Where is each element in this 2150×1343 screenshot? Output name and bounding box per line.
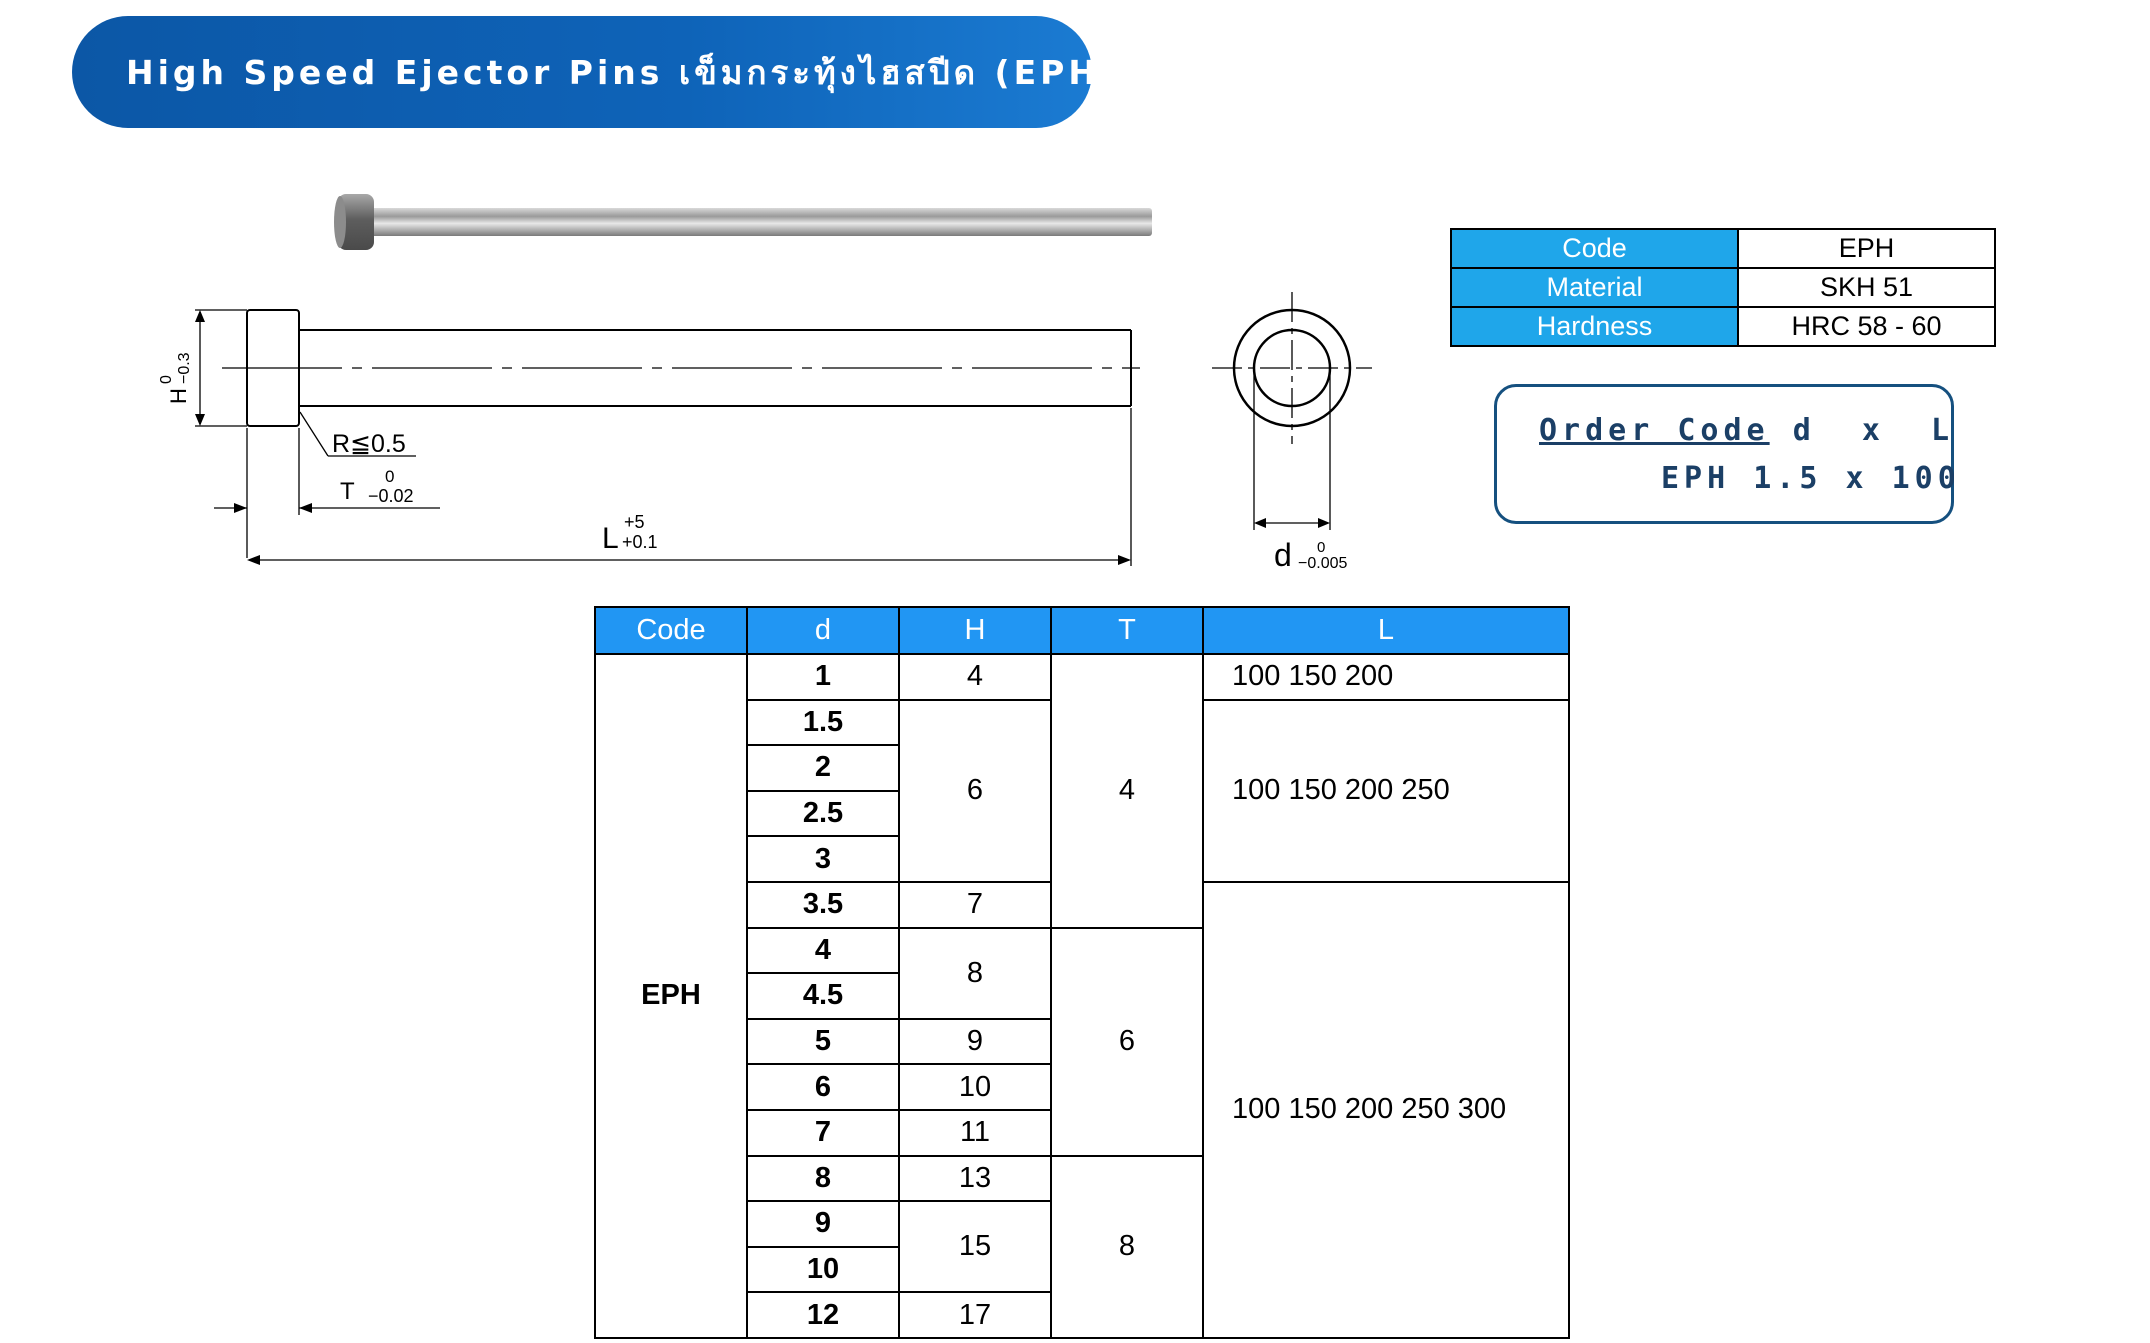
d-cell: 7 bbox=[747, 1110, 899, 1156]
l-cell: 100 150 200 250 300 bbox=[1203, 882, 1569, 1338]
d-cell: 12 bbox=[747, 1292, 899, 1338]
h-cell: 7 bbox=[899, 882, 1051, 928]
t-cell: 4 bbox=[1051, 654, 1203, 928]
ejector-pin-photo bbox=[330, 190, 1170, 270]
d-cell: 1.5 bbox=[747, 700, 899, 746]
d-cell: 3.5 bbox=[747, 882, 899, 928]
spec-key: Code bbox=[1451, 229, 1738, 268]
order-code-box bbox=[1494, 384, 1961, 524]
order-code-example: EPH 1.5 x 100 bbox=[1661, 461, 1961, 496]
pin-side-drawing bbox=[140, 290, 1140, 580]
spec-row-code bbox=[1451, 229, 1995, 268]
header-h: H bbox=[899, 607, 1051, 654]
h-cell: 8 bbox=[899, 928, 1051, 1019]
h-label: H bbox=[166, 388, 191, 404]
header-d: d bbox=[747, 607, 899, 654]
h-tol-lower: −0.3 bbox=[176, 352, 193, 384]
d-cell: 9 bbox=[747, 1201, 899, 1247]
h-cell: 15 bbox=[899, 1201, 1051, 1292]
header-t: T bbox=[1051, 607, 1203, 654]
title-banner bbox=[72, 16, 1120, 128]
d-cell: 5 bbox=[747, 1019, 899, 1065]
radius-label: R≦0.5 bbox=[332, 430, 406, 458]
l-tol-lower: +0.1 bbox=[622, 532, 658, 552]
h-cell: 13 bbox=[899, 1156, 1051, 1202]
h-tol-upper: 0 bbox=[158, 375, 175, 384]
d-cell: 1 bbox=[747, 654, 899, 700]
code-cell: EPH bbox=[595, 654, 747, 1338]
spec-key: Hardness bbox=[1451, 307, 1738, 346]
spec-table bbox=[1450, 228, 1996, 347]
page-title: High Speed Ejector Pins เข็มกระทุ้งไฮสปีด (EPH) bbox=[126, 52, 1120, 92]
spec-value: HRC 58 - 60 bbox=[1738, 307, 1995, 346]
h-cell: 10 bbox=[899, 1064, 1051, 1110]
pin-end-view bbox=[1200, 290, 1380, 580]
t-cell: 8 bbox=[1051, 1156, 1203, 1338]
d-cell: 10 bbox=[747, 1247, 899, 1293]
table-row bbox=[595, 654, 1569, 700]
h-cell: 9 bbox=[899, 1019, 1051, 1065]
l-tol-upper: +5 bbox=[624, 512, 645, 532]
d-cell: 3 bbox=[747, 836, 899, 882]
d-tol-upper: 0 bbox=[1317, 539, 1326, 556]
spec-key: Material bbox=[1451, 268, 1738, 307]
order-code-label: Order Code bbox=[1539, 413, 1770, 448]
dimensions-table bbox=[594, 606, 1570, 1339]
t-label: T bbox=[340, 478, 355, 505]
spec-value: EPH bbox=[1738, 229, 1995, 268]
header-code: Code bbox=[595, 607, 747, 654]
l-cell: 100 150 200 250 bbox=[1203, 700, 1569, 882]
t-tol-lower: −0.02 bbox=[368, 486, 414, 506]
d-cell: 2.5 bbox=[747, 791, 899, 837]
d-cell: 4.5 bbox=[747, 973, 899, 1019]
header-l: L bbox=[1203, 607, 1569, 654]
h-cell: 11 bbox=[899, 1110, 1051, 1156]
l-label: L bbox=[602, 522, 619, 555]
spec-row-material bbox=[1451, 268, 1995, 307]
l-cell: 100 150 200 bbox=[1203, 654, 1569, 700]
d-cell: 8 bbox=[747, 1156, 899, 1202]
d-cell: 6 bbox=[747, 1064, 899, 1110]
table-header-row bbox=[595, 607, 1569, 654]
d-tol-lower: −0.005 bbox=[1298, 555, 1348, 572]
h-cell: 4 bbox=[899, 654, 1051, 700]
order-code-format: d x L bbox=[1792, 413, 1955, 448]
d-cell: 2 bbox=[747, 745, 899, 791]
t-cell: 6 bbox=[1051, 928, 1203, 1156]
spec-value: SKH 51 bbox=[1738, 268, 1995, 307]
t-tol-upper: 0 bbox=[385, 467, 395, 486]
h-cell: 6 bbox=[899, 700, 1051, 882]
h-cell: 17 bbox=[899, 1292, 1051, 1338]
d-label: d bbox=[1274, 537, 1292, 573]
spec-row-hardness bbox=[1451, 307, 1995, 346]
d-cell: 4 bbox=[747, 928, 899, 974]
